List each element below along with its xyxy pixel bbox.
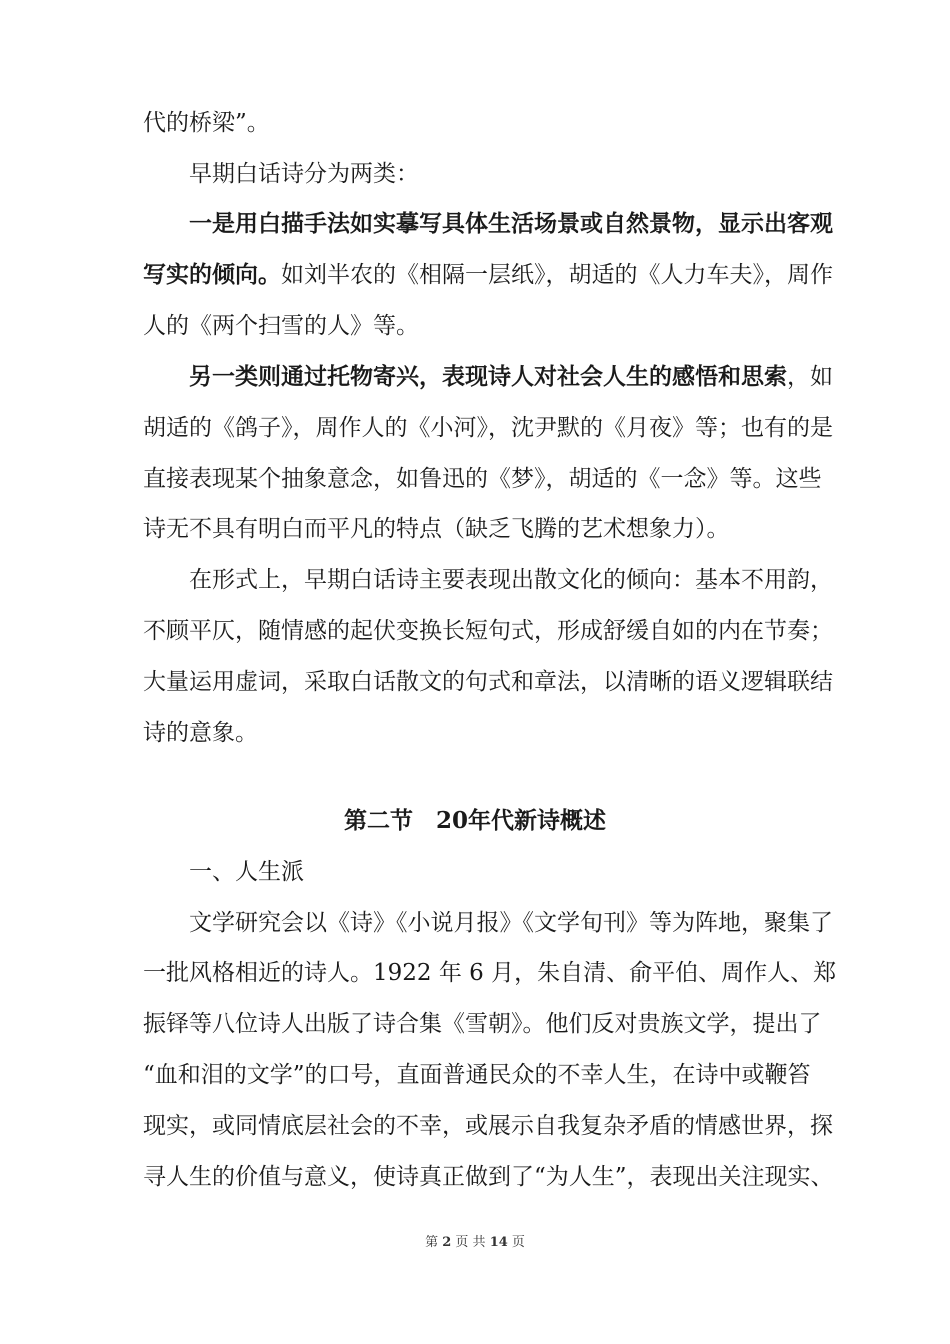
total-page-count: 14 [489,1235,508,1250]
paragraph-line [143,260,833,290]
paragraph-line [189,362,833,392]
paragraph-line: 大量运用虚词，采取白话散文的句式和章法，以清晰的语义逻辑联结 [143,669,833,695]
paragraph-line: 直接表现某个抽象意念，如鲁迅的《梦》，胡适的《一念》等。这些 [143,466,822,492]
bold-phrase: 另一类则通过托物寄兴，表现诗人对社会人生的感悟和思索 [189,363,787,390]
text-run: ，如 [787,364,833,390]
paragraph-line: 诗无不具有明白而平凡的特点（缺乏飞腾的艺术想象力）。 [143,516,730,542]
paragraph-line: 早期白话诗分为两类： [189,161,419,187]
bold-phrase: 写实的倾向。 [143,261,281,288]
paragraph-line: 寻人生的价值与意义，使诗真正做到了“为人生”，表现出关注现实、 [143,1164,834,1190]
paragraph-line: 不顾平仄，随情感的起伏变换长短句式，形成舒缓自如的内在节奏； [143,618,833,644]
footer-middle: 页 共 [455,1235,486,1250]
current-page-number: 2 [442,1235,452,1250]
paragraph-line: 胡适的《鸽子》，周作人的《小河》，沈尹默的《月夜》等；也有的是 [143,415,833,441]
paragraph-line: 振铎等八位诗人出版了诗合集《雪朝》。他们反对贵族文学，提出了 [143,1011,822,1037]
paragraph-line: 现实，或同情底层社会的不幸，或展示自我复杂矛盾的情感世界，探 [143,1113,833,1139]
paragraph-line: “血和泪的文学”的口号，直面普通民众的不幸人生，在诗中或鞭笞 [143,1062,811,1088]
paragraph-line: 文学研究会以《诗》《小说月报》《文学旬刊》等为阵地，聚集了 [189,910,833,936]
paragraph-line: 诗的意象。 [143,720,258,746]
footer-prefix: 第 [425,1235,439,1250]
footer-suffix: 页 [511,1235,525,1250]
page-footer [0,1234,950,1252]
paragraph-line: 人的《两个扫雪的人》等。 [143,313,419,339]
section-heading: 第二节 20年代新诗概述 [343,807,606,834]
paragraph-line: 一批风格相近的诗人。1922 年 6 月，朱自清、俞平伯、周作人、郑 [143,960,837,986]
paragraph-line-bold: 一是用白描手法如实摹写具体生活场景或自然景物，显示出客观 [189,210,833,237]
subsection-heading: 一、人生派 [189,859,304,885]
paragraph-line: 代的桥梁”。 [143,110,270,136]
paragraph-line: 在形式上，早期白话诗主要表现出散文化的倾向：基本不用韵， [189,567,833,593]
text-run: 如刘半农的《相隔一层纸》，胡适的《人力车夫》，周作 [281,262,833,288]
